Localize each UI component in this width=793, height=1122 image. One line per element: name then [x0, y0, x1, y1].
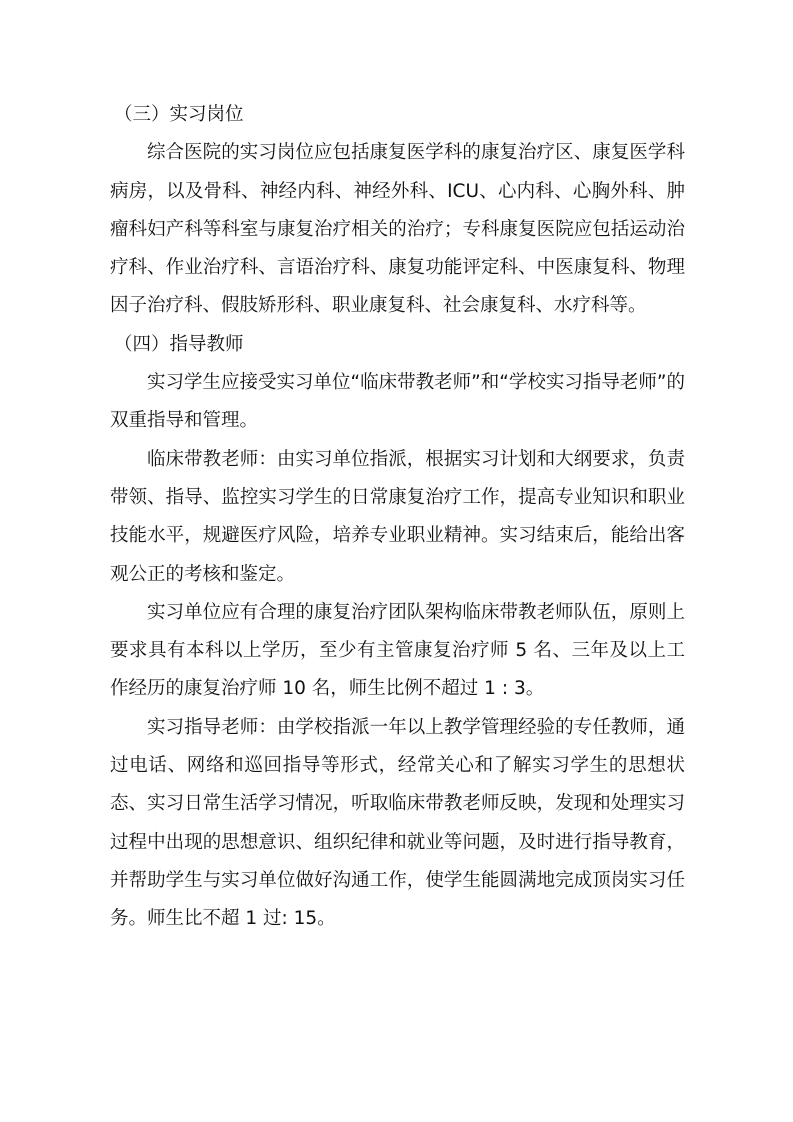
paragraph: 实习指导老师：由学校指派一年以上教学管理经验的专任教师，通过电话、网络和巡回指导等形式，经常关心和了解实习学生的思想状态、实习日常生活学习情况，听取临床带教老师反映，发现和处理实习过程中出现的思想意识、组织纪律和就业等问题，及时进行指导教育，并帮助学生与实习单位做好沟通工作，使学生能圆满地完成顶岗实习任务。师生比不超 1 过: 15。 [110, 716, 685, 930]
section-heading: （三）实习岗位 [114, 104, 244, 125]
section-heading: （四）指导教师 [114, 333, 244, 355]
section-internship-positions [110, 96, 685, 326]
paragraph: 综合医院的实习岗位应包括康复医学科的康复治疗区、康复医学科病房，以及骨科、神经内科、神经外科、ICU、心内科、心胸外科、肿瘤科妇产科等科室与康复治疗相关的治疗；专科康复医院应包括运动治疗科、作业治疗科、言语治疗科、康复功能评定科、中医康复科、物理因子治疗科、假肢矫形科、职业康复科、社会康复科、水疗科等。 [110, 142, 685, 317]
paragraph: 临床带教老师：由实习单位指派，根据实习计划和大纲要求，负责带领、指导、监控实习学生的日常康复治疗工作，提高专业知识和职业技能水平，规避医疗风险，培养专业职业精神。实习结束后，能给出客观公正的考核和鉴定。 [110, 448, 685, 585]
section-supervising-teachers [110, 326, 685, 939]
paragraph: 实习学生应接受实习单位“临床带教老师”和“学校实习指导老师”的双重指导和管理。 [110, 372, 685, 432]
document-body [110, 96, 685, 939]
paragraph: 实习单位应有合理的康复治疗团队架构临床带教老师队伍，原则上要求具有本科以上学历，至少有主管康复治疗师 5 名、三年及以上工作经历的康复治疗师 10 名，师生比例不超过 1 : 3。 [110, 601, 685, 700]
